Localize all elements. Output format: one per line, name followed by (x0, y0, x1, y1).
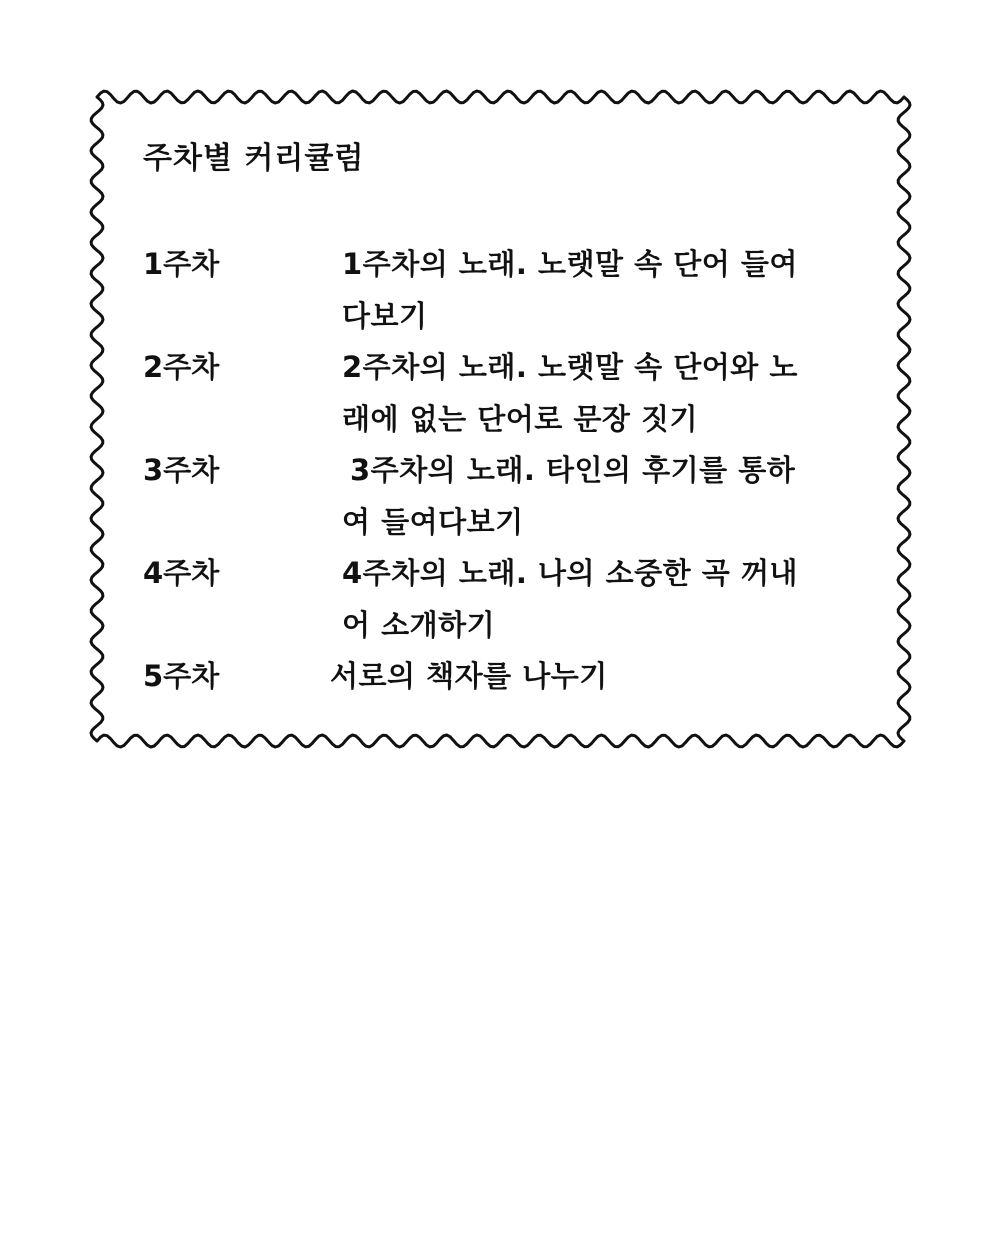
week-description (342, 547, 798, 651)
description-line: 다보기 (342, 299, 428, 333)
page-title: 주차별 커리큘럼 (143, 141, 365, 176)
description-line: 여 들여다보기 (342, 505, 524, 539)
description-line: 3주차의 노래. 타인의 후기를 통하 (350, 453, 796, 487)
week-label: 3주차 (143, 453, 220, 487)
week-description (342, 238, 798, 342)
week-label: 4주차 (143, 556, 220, 590)
description-line: 4주차의 노래. 나의 소중한 곡 꺼내 (342, 556, 798, 590)
description-line: 1주차의 노래. 노랫말 속 단어 들여 (342, 247, 798, 281)
week-label: 2주차 (143, 350, 220, 384)
description-line: 래에 없는 단어로 문장 짓기 (342, 402, 699, 436)
week-description (330, 650, 608, 702)
week-description (342, 341, 798, 445)
description-line: 2주차의 노래. 노랫말 속 단어와 노 (342, 350, 798, 384)
description-line: 어 소개하기 (342, 608, 496, 642)
week-description (342, 444, 795, 548)
description-line: 서로의 책자를 나누기 (330, 659, 608, 693)
week-label: 1주차 (143, 247, 220, 281)
week-label: 5주차 (143, 659, 220, 693)
